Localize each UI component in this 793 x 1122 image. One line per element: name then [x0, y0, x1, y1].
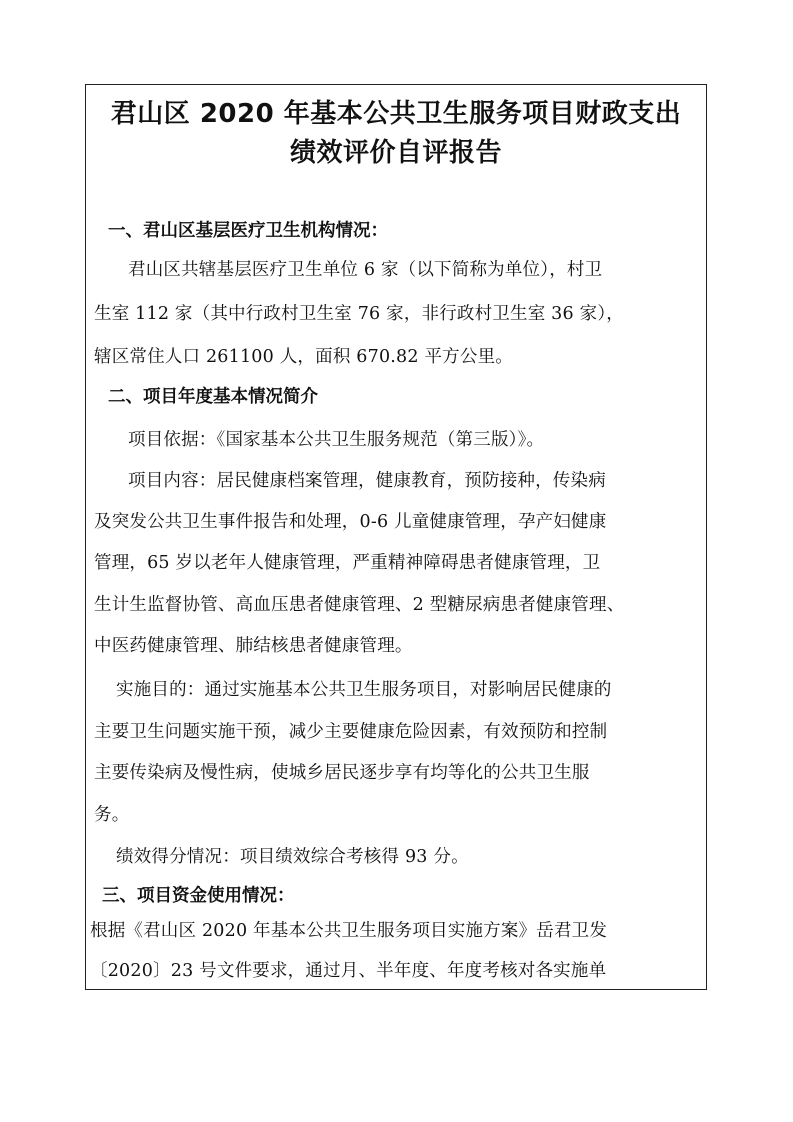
report-title-line-2: 绩效评价自评报告	[289, 138, 502, 168]
section-3-heading: 三、项目资金使用情况：	[102, 886, 295, 906]
section-1-line-1: 君山区共辖基层医疗卫生单位 6 家（以下简称为单位），村卫	[128, 260, 603, 280]
report-title-line-1: 君山区 2020 年基本公共卫生服务项目财政支出	[110, 99, 682, 129]
section-1-line-3: 辖区常住人口 261100 人，面积 670.82 平方公里。	[94, 347, 513, 367]
project-content-line-3: 管理，65 岁以老年人健康管理，严重精神障碍患者健康管理，卫	[94, 553, 601, 573]
section-2-heading: 二、项目年度基本情况简介	[108, 387, 318, 407]
project-content-line-1: 项目内容：居民健康档案管理，健康教育，预防接种，传染病	[128, 471, 606, 491]
project-content-line-4: 生计生监督协管、高血压患者健康管理、2 型糖尿病患者健康管理、	[94, 595, 625, 615]
report-frame	[85, 84, 707, 990]
section-1-line-2: 生室 112 家（其中行政村卫生室 76 家，非行政村卫生室 36 家），	[94, 304, 624, 324]
project-basis-line: 项目依据：《国家基本公共卫生服务规范（第三版）》。	[128, 430, 545, 450]
purpose-line-1: 实施目的：通过实施基本公共卫生服务项目，对影响居民健康的	[116, 680, 612, 700]
purpose-line-2: 主要卫生问题实施干预，减少主要健康危险因素，有效预防和控制	[94, 722, 608, 742]
score-line: 绩效得分情况：项目绩效综合考核得 93 分。	[116, 847, 469, 867]
project-content-line-2: 及突发公共卫生事件报告和处理，0-6 儿童健康管理，孕产妇健康	[94, 512, 607, 532]
purpose-line-4: 务。	[94, 805, 130, 825]
purpose-line-3: 主要传染病及慢性病，使城乡居民逐步享有均等化的公共卫生服	[94, 763, 590, 783]
section-1-heading: 一、君山区基层医疗卫生机构情况：	[108, 221, 388, 241]
project-content-line-5: 中医药健康管理、肺结核患者健康管理。	[94, 636, 413, 656]
section-3-line-1: 根据《君山区 2020 年基本公共卫生服务项目实施方案》岳君卫发	[90, 921, 608, 941]
section-3-line-2: 〔2020〕23 号文件要求，通过月、半年度、年度考核对各实施单	[90, 961, 607, 981]
